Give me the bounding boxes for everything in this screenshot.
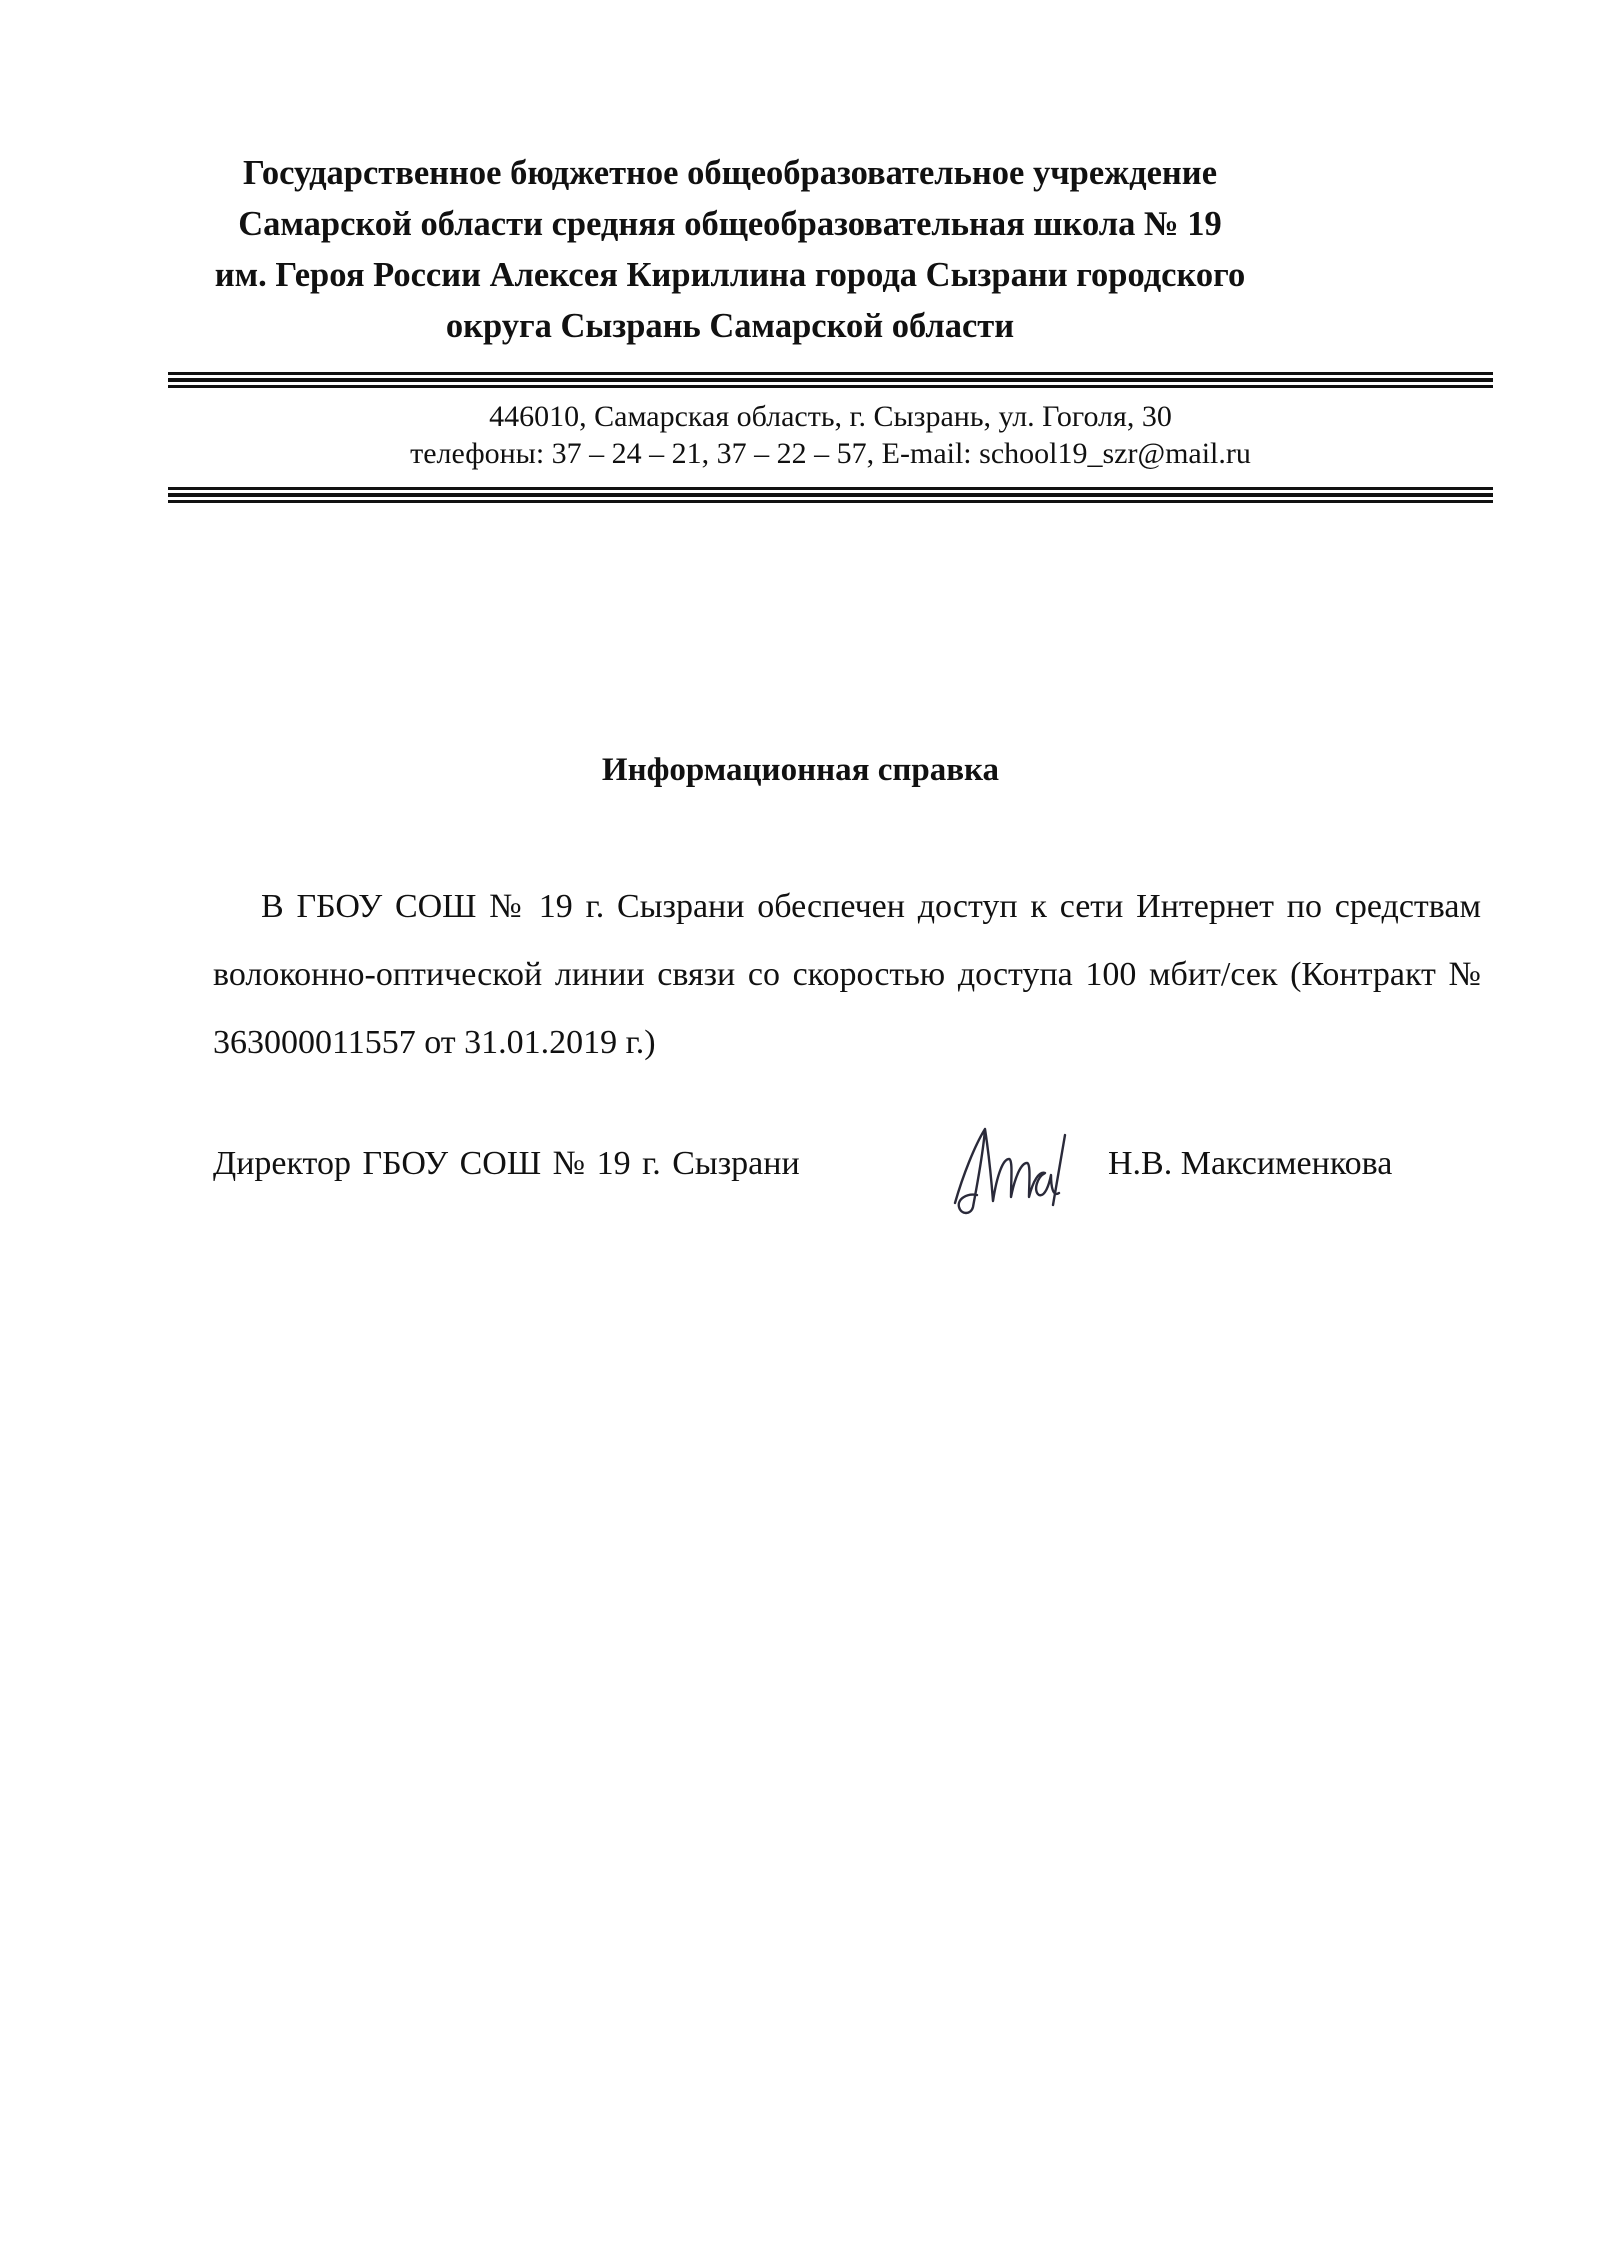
- header-rule-bottom: [168, 487, 1493, 506]
- organization-line: им. Героя России Алексея Кириллина города Сызрани городского: [214, 256, 1246, 294]
- organization-header: [160, 148, 1300, 352]
- header-rule-top: [168, 372, 1493, 391]
- organization-line: Государственное бюджетное общеобразовательное учреждение: [242, 154, 1218, 192]
- organization-line: округа Сызрань Самарской области: [445, 307, 1015, 345]
- divider: [168, 500, 1493, 503]
- divider: [168, 378, 1493, 382]
- handwritten-signature-icon: [933, 1115, 1083, 1225]
- document-title: Информационная справка: [601, 752, 1000, 788]
- divider: [168, 372, 1493, 375]
- address-block: [168, 398, 1493, 472]
- signature-row: [213, 1115, 1493, 1235]
- divider: [168, 487, 1493, 490]
- document-body: В ГБОУ СОШ № 19 г. Сызрани обеспечен доступ к сети Интернет по средствам волоконно-оптической линии связи со скоростью доступа 100 мбит/сек (Контракт № 363000011557 от 31.01.2019 г.): [213, 888, 1481, 1061]
- signatory-position: Директор ГБОУ СОШ № 19 г. Сызрани: [213, 1145, 800, 1182]
- divider: [168, 385, 1493, 388]
- organization-line: Самарской области средняя общеобразовательная школа № 19: [238, 205, 1222, 243]
- postal-address: 446010, Самарская область, г. Сызрань, ул. Гоголя, 30: [489, 400, 1172, 433]
- divider: [168, 493, 1493, 497]
- signatory-name: Н.В. Максименкова: [1108, 1145, 1393, 1182]
- contact-info: телефоны: 37 – 24 – 21, 37 – 22 – 57, E-mail: school19_szr@mail.ru: [410, 437, 1251, 470]
